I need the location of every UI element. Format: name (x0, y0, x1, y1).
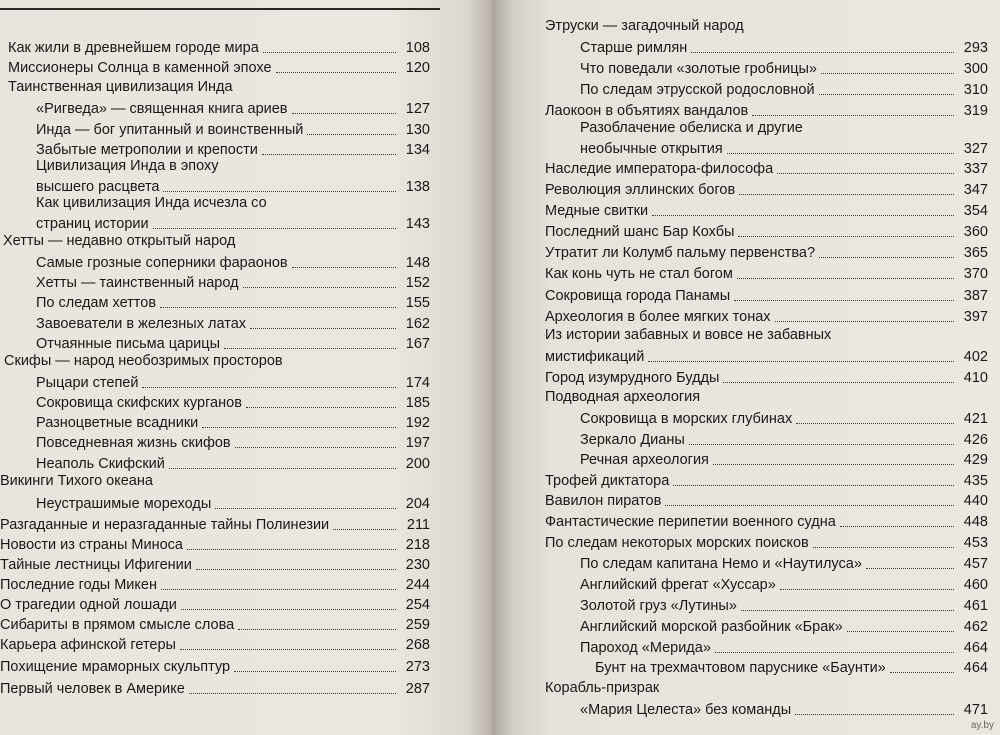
dot-leader (775, 321, 954, 322)
toc-page-number: 244 (405, 577, 430, 593)
toc-page-number: 360 (963, 224, 988, 240)
dot-leader (723, 382, 954, 383)
toc-entry-title: Рыцари степей (36, 375, 139, 391)
toc-entry (36, 493, 430, 513)
dot-leader (189, 693, 396, 694)
toc-entry (36, 392, 430, 412)
toc-entry-title: Пароход «Мерида» (580, 640, 711, 656)
toc-page-number: 397 (963, 309, 988, 325)
toc-entry (36, 213, 430, 233)
toc-entry (36, 372, 430, 392)
dot-leader (652, 215, 954, 216)
dot-leader (813, 547, 954, 548)
toc-page-number: 464 (963, 660, 988, 676)
toc-entry (580, 574, 988, 594)
toc-entry-title: Повседневная жизнь скифов (36, 435, 231, 451)
dot-leader (276, 72, 396, 73)
toc-entry (545, 200, 988, 220)
toc-page-number: 310 (963, 82, 988, 98)
toc-page-number: 300 (963, 61, 988, 77)
dot-leader (250, 328, 396, 329)
toc-page-number: 197 (405, 435, 430, 451)
toc-page-number: 402 (963, 349, 988, 365)
toc-entry-title: Как жили в древнейшем городе мира (8, 40, 259, 56)
toc-page-number: 370 (963, 266, 988, 282)
dot-leader (161, 589, 396, 590)
toc-entry-title: необычные открытия (580, 141, 723, 157)
dot-leader (777, 173, 954, 174)
toc-entry (595, 657, 988, 677)
toc-section-heading: Из истории забавных и вовсе не забавных (545, 327, 832, 343)
toc-entry-title: Самые грозные соперники фараонов (36, 255, 288, 271)
toc-section-heading: Хетты — недавно открытый народ (3, 233, 236, 249)
toc-entry (545, 179, 988, 199)
toc-entry-title: Старше римлян (580, 40, 688, 56)
toc-entry (36, 292, 430, 312)
toc-entry-title: Золотой груз «Лутины» (580, 598, 737, 614)
toc-entry-title: Первый человек в Америке (0, 681, 185, 697)
dot-leader (819, 94, 954, 95)
toc-entry-title: Лаокоон в объятиях вандалов (545, 103, 749, 119)
toc-entry (580, 699, 988, 719)
toc-entry (0, 574, 430, 594)
toc-entry (0, 678, 430, 698)
toc-page-number: 460 (963, 577, 988, 593)
toc-entry-title: Новости из страны Миноса (0, 537, 183, 553)
toc-entry (0, 594, 430, 614)
toc-entry (545, 367, 988, 387)
toc-entry (0, 554, 430, 574)
dot-leader (741, 610, 954, 611)
toc-page-number: 429 (963, 452, 988, 468)
toc-entry-title: Что поведали «золотые гробницы» (580, 61, 817, 77)
toc-entry (580, 637, 988, 657)
toc-entry (8, 37, 430, 57)
left-page (0, 0, 492, 735)
dot-leader (665, 505, 954, 506)
toc-entry-title: Речная археология (580, 452, 709, 468)
right-page (492, 0, 1000, 735)
toc-page-number: 155 (405, 295, 430, 311)
toc-entry-title: «Мария Целеста» без команды (580, 702, 792, 718)
toc-entry-title: По следам капитана Немо и «Наутилуса» (580, 556, 862, 572)
dot-leader (713, 464, 954, 465)
toc-section-heading: Разоблачение обелиска и другие (580, 120, 803, 136)
toc-entry-title: Трофей диктатора (545, 473, 670, 489)
toc-entry (36, 98, 430, 118)
toc-entry-title: высшего расцвета (36, 179, 160, 195)
dot-leader (292, 113, 397, 114)
toc-entry-title: По следам хеттов (36, 295, 157, 311)
toc-page-number: 268 (405, 637, 430, 653)
toc-entry-title: Карьера афинской гетеры (0, 637, 176, 653)
toc-entry-title: Неустрашимые мореходы (36, 496, 212, 512)
toc-entry (580, 408, 988, 428)
dot-leader (153, 228, 396, 229)
toc-page-number: 192 (405, 415, 430, 431)
toc-page-number: 204 (405, 496, 430, 512)
toc-entry-title: Сибариты в прямом смысле слова (0, 617, 235, 633)
toc-entry-title: Разгаданные и неразгаданные тайны Полинезии (0, 517, 330, 533)
toc-section-heading: Корабль-призрак (545, 680, 660, 696)
toc-entry (545, 100, 988, 120)
watermark: ay.by (970, 720, 994, 731)
toc-entry (580, 449, 988, 469)
toc-entry-title: Бунт на трехмачтовом паруснике «Баунти» (595, 660, 886, 676)
dot-leader (224, 348, 396, 349)
toc-entry (545, 285, 988, 305)
dot-leader (246, 407, 396, 408)
toc-entry (36, 313, 430, 333)
toc-page-number: 410 (963, 370, 988, 386)
dot-leader (142, 387, 396, 388)
toc-entry (36, 412, 430, 432)
toc-entry (545, 346, 988, 366)
toc-entry-title: Фантастические перипетии военного судна (545, 514, 836, 530)
toc-entry (580, 595, 988, 615)
dot-leader (727, 153, 954, 154)
toc-entry (36, 432, 430, 452)
toc-entry (580, 58, 988, 78)
toc-entry-title: По следам этрусской родословной (580, 82, 815, 98)
toc-page-number: 365 (963, 245, 988, 261)
toc-page-number: 127 (405, 101, 430, 117)
toc-page-number: 293 (963, 40, 988, 56)
dot-leader (890, 672, 954, 673)
toc-entry-title: Медные свитки (545, 203, 649, 219)
toc-page-number: 387 (963, 288, 988, 304)
toc-entry (580, 79, 988, 99)
toc-page-number: 218 (405, 537, 430, 553)
toc-entry (545, 158, 988, 178)
dot-leader (243, 287, 396, 288)
toc-section-heading: Цивилизация Инда в эпоху (36, 158, 219, 174)
toc-entry-title: Разноцветные всадники (36, 415, 199, 431)
toc-page-number: 461 (963, 598, 988, 614)
toc-entry-title: страниц истории (36, 216, 149, 232)
dot-leader (196, 569, 396, 570)
dot-leader (169, 468, 396, 469)
dot-leader (673, 485, 954, 486)
dot-leader (689, 444, 954, 445)
toc-entry (0, 634, 430, 654)
toc-entry (36, 252, 430, 272)
toc-page-number: 337 (963, 161, 988, 177)
toc-page-number: 462 (963, 619, 988, 635)
toc-page-number: 354 (963, 203, 988, 219)
toc-entry (580, 37, 988, 57)
toc-entry-title: Английский фрегат «Хуссар» (580, 577, 776, 593)
toc-entry (580, 553, 988, 573)
dot-leader (235, 447, 396, 448)
toc-page-number: 426 (963, 432, 988, 448)
toc-page-number: 287 (405, 681, 430, 697)
toc-page-number: 435 (963, 473, 988, 489)
toc-section-heading: Этруски — загадочный народ (545, 18, 744, 34)
dot-leader (739, 194, 954, 195)
toc-page-number: 211 (406, 517, 430, 533)
dot-leader (160, 307, 396, 308)
dot-leader (847, 631, 954, 632)
toc-page-number: 174 (405, 375, 430, 391)
toc-entry-title: Сокровища скифских курганов (36, 395, 242, 411)
toc-entry-title: Похищение мраморных скульптур (0, 659, 231, 675)
toc-entry-title: Как конь чуть не стал богом (545, 266, 733, 282)
dot-leader (202, 427, 396, 428)
dot-leader (752, 115, 954, 116)
toc-page-number: 138 (405, 179, 430, 195)
dot-leader (866, 568, 954, 569)
toc-page-number: 152 (405, 275, 430, 291)
toc-entry-title: Последний шанс Бар Кохбы (545, 224, 735, 240)
dot-leader (234, 671, 396, 672)
toc-entry (36, 139, 430, 159)
toc-entry-title: Хетты — таинственный народ (36, 275, 239, 291)
toc-section-heading: Таинственная цивилизация Инда (8, 79, 233, 95)
toc-page-number: 327 (963, 141, 988, 157)
toc-page-number: 457 (963, 556, 988, 572)
toc-entry-title: Последние годы Микен (0, 577, 157, 593)
dot-leader (333, 529, 396, 530)
toc-entry (580, 429, 988, 449)
dot-leader (307, 134, 396, 135)
toc-entry (36, 176, 430, 196)
dot-leader (215, 508, 396, 509)
toc-page-number: 134 (405, 142, 430, 158)
toc-page-number: 471 (963, 702, 988, 718)
dot-leader (263, 52, 396, 53)
toc-entry-title: Сокровища в морских глубинах (580, 411, 793, 427)
toc-entry (545, 263, 988, 283)
dot-leader (715, 652, 954, 653)
toc-entry (36, 333, 430, 353)
toc-entry-title: Тайные лестницы Ифигении (0, 557, 192, 573)
toc-entry-title: О трагедии одной лошади (0, 597, 177, 613)
dot-leader (819, 257, 954, 258)
toc-entry-title: Археология в более мягких тонах (545, 309, 771, 325)
toc-page-number: 108 (405, 40, 430, 56)
toc-entry (545, 532, 988, 552)
toc-page-number: 440 (963, 493, 988, 509)
toc-page-number: 143 (405, 216, 430, 232)
toc-entry (545, 511, 988, 531)
dot-leader (648, 361, 954, 362)
toc-entry (580, 616, 988, 636)
toc-entry-title: Зеркало Дианы (580, 432, 685, 448)
dot-leader (262, 154, 396, 155)
dot-leader (181, 609, 396, 610)
dot-leader (734, 300, 954, 301)
dot-leader (163, 191, 396, 192)
top-rule (0, 8, 440, 10)
toc-entry-title: Неаполь Скифский (36, 456, 165, 472)
dot-leader (840, 526, 954, 527)
toc-page-number: 230 (405, 557, 430, 573)
toc-page-number: 130 (405, 122, 430, 138)
toc-entry (0, 656, 430, 676)
toc-entry-title: Забытые метрополии и крепости (36, 142, 258, 158)
toc-entry-title: Революция эллинских богов (545, 182, 736, 198)
toc-section-heading: Подводная археология (545, 389, 701, 405)
dot-leader (691, 52, 954, 53)
toc-entry-title: Миссионеры Солнца в каменной эпохе (8, 60, 272, 76)
toc-page-number: 464 (963, 640, 988, 656)
toc-page-number: 421 (963, 411, 988, 427)
toc-page-number: 259 (405, 617, 430, 633)
dot-leader (238, 629, 396, 630)
toc-page-number: 453 (963, 535, 988, 551)
toc-entry-title: Отчаянные письма царицы (36, 336, 220, 352)
toc-page-number: 273 (405, 659, 430, 675)
toc-section-heading: Как цивилизация Инда исчезла со (36, 195, 267, 211)
toc-section-heading: Викинги Тихого океана (0, 473, 153, 489)
toc-entry-title: Завоеватели в железных латах (36, 316, 247, 332)
toc-entry (36, 119, 430, 139)
toc-entry (545, 306, 988, 326)
toc-entry (36, 453, 430, 473)
toc-entry (580, 138, 988, 158)
toc-entry-title: Город изумрудного Будды (545, 370, 720, 386)
toc-page-number: 347 (963, 182, 988, 198)
toc-entry-title: Английский морской разбойник «Брак» (580, 619, 843, 635)
toc-entry (545, 242, 988, 262)
toc-entry-title: Сокровища города Панамы (545, 288, 731, 304)
toc-section-heading: Скифы — народ необозримых просторов (4, 353, 283, 369)
toc-page-number: 162 (405, 316, 430, 332)
toc-entry-title: Инда — бог упитанный и воинственный (36, 122, 304, 138)
dot-leader (187, 549, 396, 550)
dot-leader (780, 589, 954, 590)
toc-page-number: 254 (405, 597, 430, 613)
toc-entry-title: Вавилон пиратов (545, 493, 662, 509)
toc-entry-title: Наследие императора-философа (545, 161, 774, 177)
toc-entry (0, 614, 430, 634)
toc-page-number: 185 (405, 395, 430, 411)
toc-entry (8, 57, 430, 77)
toc-entry (545, 490, 988, 510)
dot-leader (796, 423, 954, 424)
toc-entry-title: Утратит ли Колумб пальму первенства? (545, 245, 816, 261)
toc-page-number: 120 (405, 60, 430, 76)
dot-leader (738, 236, 954, 237)
toc-entry-title: мистификаций (545, 349, 645, 365)
toc-entry (36, 272, 430, 292)
toc-entry-title: По следам некоторых морских поисков (545, 535, 809, 551)
toc-page-number: 148 (405, 255, 430, 271)
toc-page-number: 200 (405, 456, 430, 472)
toc-entry (0, 514, 430, 534)
toc-page-number: 448 (963, 514, 988, 530)
toc-entry (0, 534, 430, 554)
dot-leader (795, 714, 954, 715)
toc-entry (545, 221, 988, 241)
dot-leader (180, 649, 396, 650)
dot-leader (737, 278, 954, 279)
toc-entry (545, 470, 988, 490)
dot-leader (821, 73, 954, 74)
toc-entry-title: «Ригведа» — священная книга ариев (36, 101, 288, 117)
dot-leader (292, 267, 396, 268)
toc-page-number: 319 (963, 103, 988, 119)
toc-page-number: 167 (405, 336, 430, 352)
